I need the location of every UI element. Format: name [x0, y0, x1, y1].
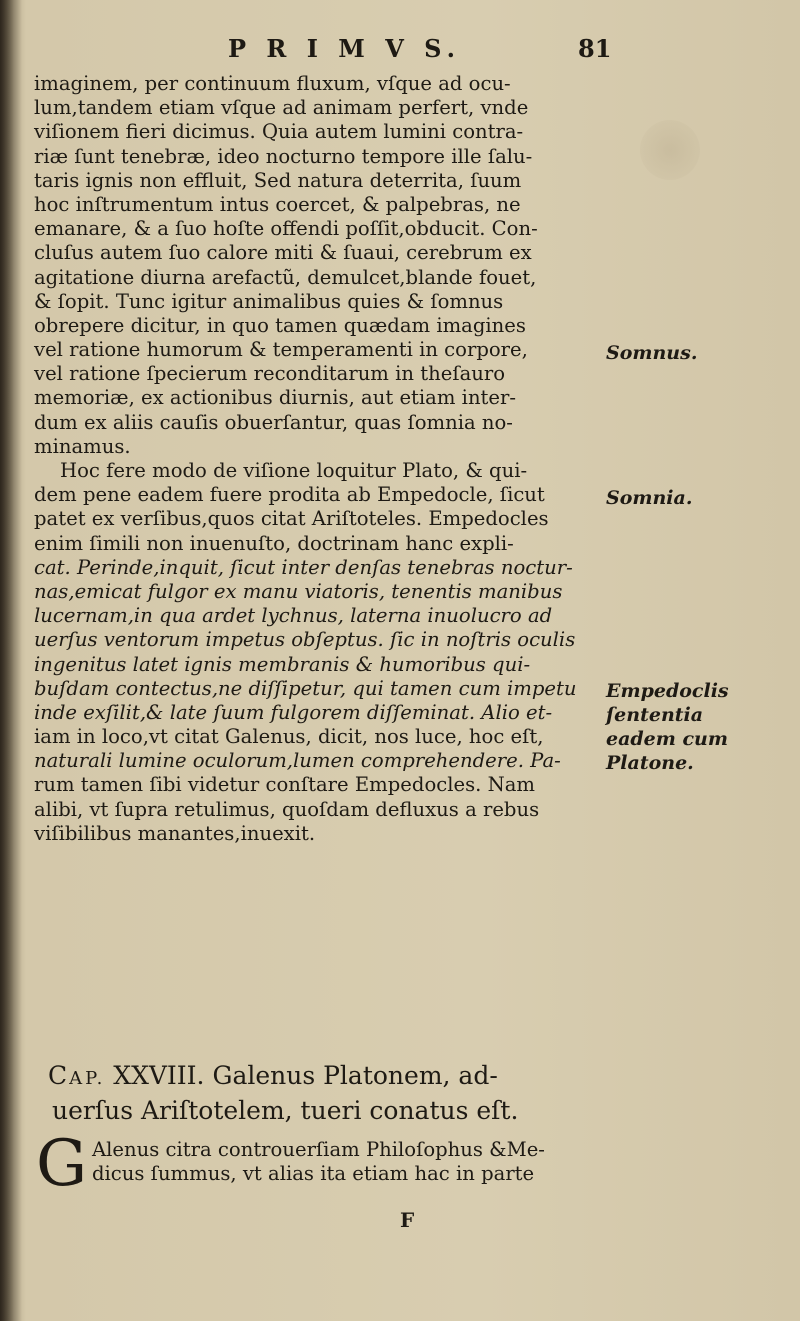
text-line: inde exſilit,& late ſuum fulgorem diſſeminat. Alio et-	[34, 700, 553, 724]
text-line: obrepere dicitur, in quo tamen quædam imagines	[34, 313, 526, 337]
margin-note-sententia: ſententia	[606, 704, 704, 726]
text-line: ingenitus latet ignis membranis & humoribus qui-	[34, 652, 531, 676]
margin-note-somnus: Somnus.	[606, 342, 698, 364]
text-line: minamus.	[34, 434, 131, 458]
text-line: & ſopit. Tunc igitur animalibus quies & ſomnus	[34, 289, 504, 313]
text-line: lucernam,in qua ardet lychnus, laterna inuolucro ad	[34, 604, 553, 628]
chapter-title-part2: uerſus Ariſtotelem, tueri conatus eſt.	[52, 1096, 519, 1125]
text-line: enim ſimili non inuenuſto, doctrinam hanc expli-	[34, 531, 514, 555]
text-line: dem pene eadem fuere prodita ab Empedocle, ſicut	[34, 483, 545, 507]
text-line: hoc inſtrumentum intus coercet, & palpebras, ne	[34, 192, 521, 216]
running-head: P R I M V S.	[228, 34, 462, 63]
paper-stain	[640, 120, 700, 180]
drop-capital: G	[36, 1127, 88, 1201]
page-number: 81	[578, 34, 612, 63]
chapter-paragraph	[36, 1127, 606, 1201]
text-line: patet ex verſibus,quos citat Ariſtoteles. Empedocles	[34, 507, 549, 531]
text-line: dum ex aliis cauſis obuerſantur, quas ſomnia no-	[34, 410, 513, 434]
chapter-heading	[48, 1060, 608, 1127]
margin-note-empedoclis: Empedoclis	[606, 680, 729, 702]
text-line: cat. Perinde,inquit, ſicut inter denſas tenebras noctur-	[34, 555, 573, 579]
margin-note-platone: Platone.	[606, 752, 694, 774]
catchword: F	[400, 1208, 415, 1232]
text-line: naturali lumine oculorum,lumen comprehendere. Pa-	[34, 749, 561, 773]
margin-note-eadem: eadem cum	[606, 728, 728, 750]
margin-note-somnia: Somnia.	[606, 487, 693, 509]
chapter-label: CAP.	[48, 1061, 106, 1090]
text-line: viſibilibus manantes,inuexit.	[34, 821, 316, 845]
text-line: buſdam contectus,ne diſſipetur, qui tamen cum impetu	[34, 676, 577, 700]
text-line: Alenus citra controuerſiam Philoſophus &Me-	[92, 1138, 545, 1161]
chapter-heading-line1	[48, 1060, 608, 1095]
text-line: emanare, & a ſuo hoſte offendi poſſit,obducit. Con-	[34, 217, 538, 241]
text-line: dicus ſummus, vt alias ita etiam hac in parte	[92, 1162, 535, 1185]
text-line: agitatione diurna arefactũ, demulcet,blande fouet,	[34, 265, 537, 289]
text-line: vel ratione ſpecierum reconditarum in theſauro	[34, 362, 506, 386]
text-line: iam in loco,vt citat Galenus, dicit, nos luce, hoc eſt,	[34, 725, 544, 749]
text-line: taris ignis non effluit, Sed natura deterrita, ſuum	[34, 168, 522, 192]
text-line: nas,emicat fulgor ex manu viatoris, tenentis manibus	[34, 579, 563, 603]
page-header	[0, 34, 800, 74]
text-line: rum tamen ſibi videtur conſtare Empedocles. Nam	[34, 773, 535, 797]
text-line: Hoc fere modo de viſione loquitur Plato, & qui-	[60, 459, 528, 482]
text-line: cluſus autem ſuo calore miti & ſuaui, cerebrum ex	[34, 241, 532, 265]
text-line: memoriæ, ex actionibus diurnis, aut etiam inter-	[34, 386, 517, 410]
text-line: alibi, vt ſupra retulimus, quoſdam defluxus a rebus	[34, 797, 540, 821]
text-line: viſionem fieri dicimus. Quia autem lumini contra-	[34, 120, 524, 144]
chapter-title-part1: Galenus Platonem, ad-	[212, 1061, 498, 1090]
text-line: vel ratione humorum & temperamenti in corpore,	[34, 338, 528, 362]
text-line: imaginem, per continuum fluxum, vſque ad ocu-	[34, 72, 511, 95]
text-line: riæ ſunt tenebræ, ideo nocturno tempore ille ſalu-	[34, 144, 533, 168]
text-line: lum,tandem etiam vſque ad animam perfert, vnde	[34, 96, 529, 120]
spine-shadow	[0, 0, 22, 1321]
chapter-number: XXVIII.	[113, 1061, 205, 1090]
main-text	[34, 72, 604, 846]
text-line: uerſus ventorum impetus obſeptus. ſic in noſtris oculis	[34, 628, 576, 652]
